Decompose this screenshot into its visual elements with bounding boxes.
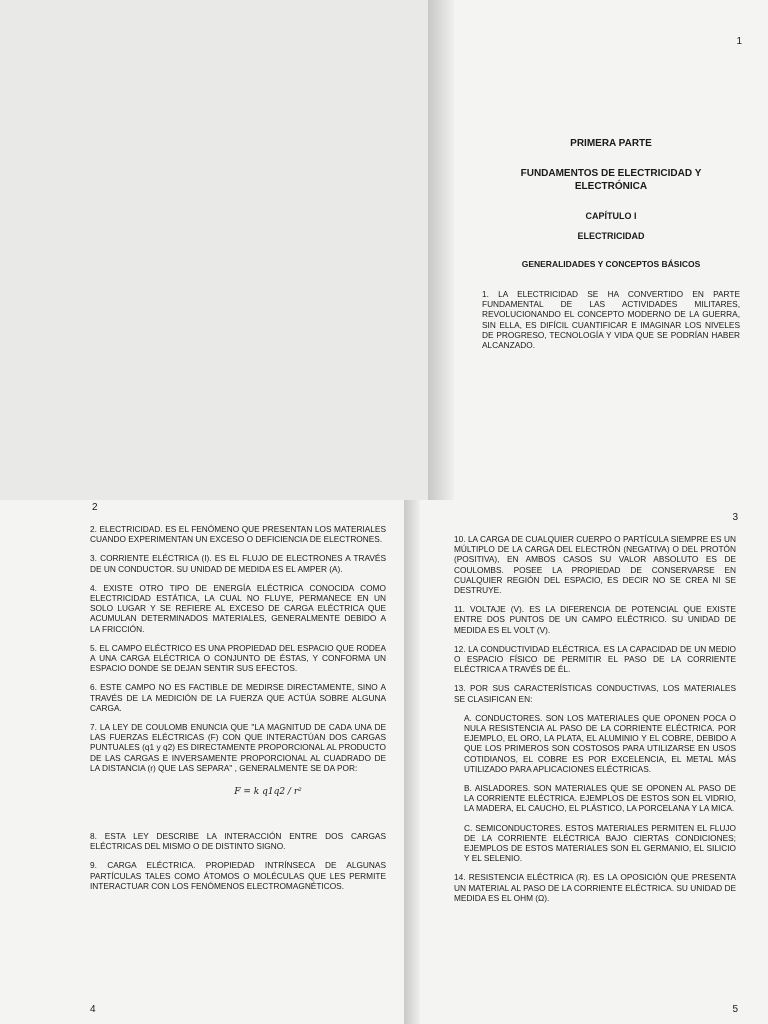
- paragraph-7: 7. LA LEY DE COULOMB ENUNCIA QUE "LA MAGNITUD DE CADA UNA DE LAS FUERZAS ELÉCTRICAS (F) CON QUE INTERACTÚAN DOS CARGAS PUNTUALES (q1 y q2) ES DIRECTAMENTE PROPORCIONAL AL PRODUCTO DE LAS CARGAS E INVERSAMENTE PROPORCIONAL AL CUADRADO DE LA DISTANCIA (r) QUE LAS SEPARA" , GENERALMENTE SE DA POR:: [90, 722, 386, 773]
- section-title: GENERALIDADES Y CONCEPTOS BÁSICOS: [521, 259, 701, 269]
- book-title: FUNDAMENTOS DE ELECTRICIDAD Y ELECTRÓNICA: [520, 168, 702, 192]
- paragraph-1: 1. LA ELECTRICIDAD SE HA CONVERTIDO EN PARTE FUNDAMENTAL DE LAS ACTIVIDADES MILITARES, REVOLUCIONANDO EL CONCEPTO MODERNO DE LA GUERRA, SIN ELLA, ES DIFÍCIL CUANTIFICAR E IMAGINAR LOS NIVELES DE PROGRESO, TECNOLOGÍA Y VIDA QUE SE PODRÍAN HABER ALCANZADO.: [482, 289, 740, 351]
- paragraph-2: 2. ELECTRICIDAD. ES EL FENÓMENO QUE PRESENTAN LOS MATERIALES CUANDO EXPERIMENTAN UN EXCESO O DEFICIENCIA DE ELECTRONES.: [90, 524, 386, 545]
- page-number-3: 3: [732, 512, 738, 523]
- paragraph-14: 14. RESISTENCIA ELÉCTRICA (R). ES LA OPOSICIÓN QUE PRESENTA UN MATERIAL AL PASO DE LA CORRIENTE ELÉCTRICA. SU UNIDAD DE MEDIDA ES EL OHM (Ω).: [454, 872, 736, 903]
- page-fold-shadow: [404, 500, 420, 1024]
- sub-item-c: C. SEMICONDUCTORES. ESTOS MATERIALES PERMITEN EL FLUJO DE LA CORRIENTE ELÉCTRICA BAJO CIERTAS CONDICIONES; EJEMPLOS DE ESTOS MATERIALES SON EL GERMANIO, EL SILICIO Y EL SELENIO.: [464, 822, 736, 864]
- page-3: [404, 500, 768, 1024]
- sub-item-a: A. CONDUCTORES. SON LOS MATERIALES QUE OPONEN POCA O NULA RESISTENCIA AL PASO DE LA CORRIENTE ELÉCTRICA. POR EJEMPLO, EL ORO, LA PLATA, EL ALUMINIO Y EL COBRE, DEBIDO A QUE LOS PRIMEROS SON COSTOSOS PARA UTILIZARSE EN USOS COTIDIANOS, EL COBRE ES POR EXCELENCIA, EL METAL MÁS UTILIZADO PARA APLICACIONES ELÉCTRICAS.: [464, 712, 736, 774]
- coulomb-formula: F = k q1q2 / r²: [234, 787, 302, 798]
- page-2: [0, 500, 404, 1024]
- paragraph-12: 12. LA CONDUCTIVIDAD ELÉCTRICA. ES LA CAPACIDAD DE UN MEDIO O ESPACIO FÍSICO DE PERMITIR EL PASO DE LA CORRIENTE ELÉCTRICA A TRAVÉS DE ÉL.: [454, 643, 736, 675]
- page-blank-left: [0, 0, 428, 500]
- page-number-1: 1: [736, 36, 742, 47]
- paragraph-4: 4. EXISTE OTRO TIPO DE ENERGÍA ELÉCTRICA CONOCIDA COMO ELECTRICIDAD ESTÁTICA, LA CUAL NO FLUYE, PERMANECE EN UN SOLO LUGAR Y SE REFIERE AL EXCESO DE CARGA ELÉCTRICA QUE ACUMULAN DETERMINADOS MATERIALES, GENERALMENTE DEBIDO A LA FRICCIÓN.: [90, 582, 386, 634]
- page-number-2: 2: [92, 502, 98, 513]
- page-1: [428, 0, 768, 500]
- paragraph-11: 11. VOLTAJE (V). ES LA DIFERENCIA DE POTENCIAL QUE EXISTE ENTRE DOS PUNTOS DE UN CAMPO ELÉCTRICO. SU UNIDAD DE MEDIDA ES EL VOLT (V).: [454, 604, 736, 635]
- paragraph-6: 6. ESTE CAMPO NO ES FACTIBLE DE MEDIRSE DIRECTAMENTE, SINO A TRAVÉS DE LA MEDICIÓN DE LA FUERZA QUE ACTÚA SOBRE ALGUNA CARGA.: [90, 682, 386, 713]
- paragraph-3: 3. CORRIENTE ELÉCTRICA (I). ES EL FLUJO DE ELECTRONES A TRAVÉS DE UN CONDUCTOR. SU UNIDAD DE MEDIDA ES EL AMPER (A).: [90, 553, 386, 574]
- page-number-4: 4: [90, 1004, 96, 1015]
- paragraph-9: 9. CARGA ELÉCTRICA. PROPIEDAD INTRÍNSECA DE ALGUNAS PARTÍCULAS TALES COMO ÁTOMOS O MOLÉCULAS QUE LES PERMITE INTERACTUAR CON LOS FENÓMENOS ELECTROMAGNÉTICOS.: [90, 860, 386, 891]
- paragraph-10: 10. LA CARGA DE CUALQUIER CUERPO O PARTÍCULA SIEMPRE ES UN MÚLTIPLO DE LA CARGA DEL ELECTRÓN (NEGATIVA) O DEL PROTÓN (POSITIVA), EN AMBOS CASOS SU VALOR ABSOLUTO ES DE COULOMBS. POSEE LA PROPIEDAD DE CONSERVARSE EN CUALQUIER REGIÓN DEL ESPACIO, ES DECIR NO SE CREA NI SE DESTRUYE.: [454, 534, 736, 596]
- paragraph-13: 13. POR SUS CARACTERÍSTICAS CONDUCTIVAS, LOS MATERIALES SE CLASIFICAN EN:: [454, 683, 736, 704]
- sub-item-b: B. AISLADORES. SON MATERIALES QUE SE OPONEN AL PASO DE LA CORRIENTE ELÉCTRICA. EJEMPLOS DE ESTOS SON EL VIDRIO, LA MADERA, EL CAUCHO, EL PLÁSTICO, LA PORCELANA Y LA MICA.: [464, 783, 736, 814]
- part-title: PRIMERA PARTE: [570, 138, 652, 149]
- page-fold-shadow: [428, 0, 454, 500]
- paragraph-8: 8. ESTA LEY DESCRIBE LA INTERACCIÓN ENTRE DOS CARGAS ELÉCTRICAS DEL MISMO O DE DISTINTO SIGNO.: [90, 831, 386, 852]
- chapter-title: ELECTRICIDAD: [577, 231, 645, 241]
- page-number-5: 5: [732, 1004, 738, 1015]
- chapter-number: CAPÍTULO I: [585, 211, 637, 221]
- paragraph-5: 5. EL CAMPO ELÉCTRICO ES UNA PROPIEDAD DEL ESPACIO QUE RODEA A UNA CARGA ELÉCTRICA O CONJUNTO DE ÉSTAS, Y CONFORMA UN ESPACIO DONDE SE DEJAN SENTIR SUS EFECTOS.: [90, 642, 386, 674]
